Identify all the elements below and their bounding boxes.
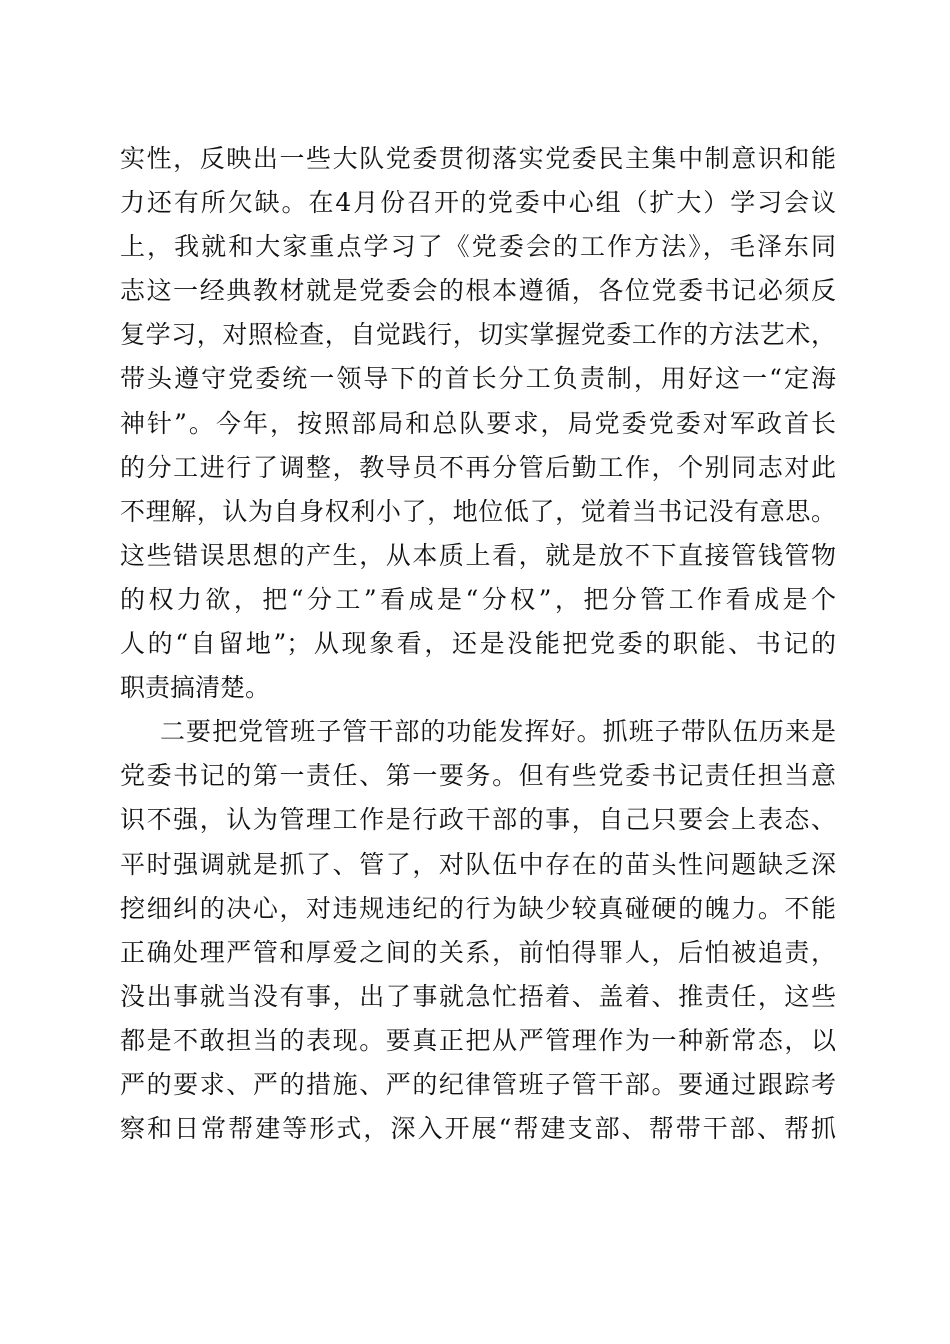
text-line: 神针”。今年，按照部局和总队要求，局党委党委对军政首长 xyxy=(120,408,836,438)
text-line: 实性，反映出一些大队党委贯彻落实党委民主集中制意识和能 xyxy=(120,144,836,173)
text-line: 都是不敢担当的表现。要真正把从严管理作为一种新常态，以 xyxy=(120,1025,836,1055)
text-line: 正确处理严管和厚爱之间的关系，前怕得罪人，后怕被追责， xyxy=(120,937,836,967)
text-line: 志这一经典教材就是党委会的根本遵循，各位党委书记必须反 xyxy=(120,276,836,306)
text-line: 的权力欲，把“分工”看成是“分权”，把分管工作看成是个 xyxy=(120,584,836,614)
document-body xyxy=(120,137,836,1151)
text-line: 严的要求、严的措施、严的纪律管班子管干部。要通过跟踪考 xyxy=(120,1069,836,1099)
text-line: 的分工进行了调整，教导员不再分管后勤工作，个别同志对此 xyxy=(120,452,836,482)
text-line: 人的“自留地”；从现象看，还是没能把党委的职能、书记的 xyxy=(120,629,836,659)
text-line: 复学习，对照检查，自觉践行，切实掌握党委工作的方法艺术， xyxy=(120,320,836,350)
text-line: 二要把党管班子管干部的功能发挥好。抓班子带队伍历来是 xyxy=(160,717,836,747)
text-line: 上，我就和大家重点学习了《党委会的工作方法》，毛泽东同 xyxy=(120,232,836,262)
text-line: 带头遵守党委统一领导下的首长分工负责制，用好这一“定海 xyxy=(120,364,836,394)
paragraph-1 xyxy=(120,137,836,710)
text-line: 没出事就当没有事，出了事就急忙捂着、盖着、推责任，这些 xyxy=(120,981,836,1011)
text-line: 察和日常帮建等形式，深入开展“帮建支部、帮带干部、帮抓 xyxy=(120,1114,836,1144)
paragraph-2 xyxy=(120,710,836,1151)
text-line: 这些错误思想的产生，从本质上看，就是放不下直接管钱管物 xyxy=(120,540,836,570)
text-line: 不理解，认为自身权利小了，地位低了，觉着当书记没有意思。 xyxy=(120,496,836,526)
text-line: 力还有所欠缺。在4月份召开的党委中心组（扩大）学习会议 xyxy=(120,188,836,218)
text-line: 党委书记的第一责任、第一要务。但有些党委书记责任担当意 xyxy=(120,761,836,791)
text-line: 挖细纠的决心，对违规违纪的行为缺少较真碰硬的魄力。不能 xyxy=(120,893,836,923)
text-line: 识不强，认为管理工作是行政干部的事，自己只要会上表态、 xyxy=(120,805,836,835)
text-line: 职责搞清楚。 xyxy=(120,673,271,703)
text-line: 平时强调就是抓了、管了，对队伍中存在的苗头性问题缺乏深 xyxy=(120,849,836,879)
